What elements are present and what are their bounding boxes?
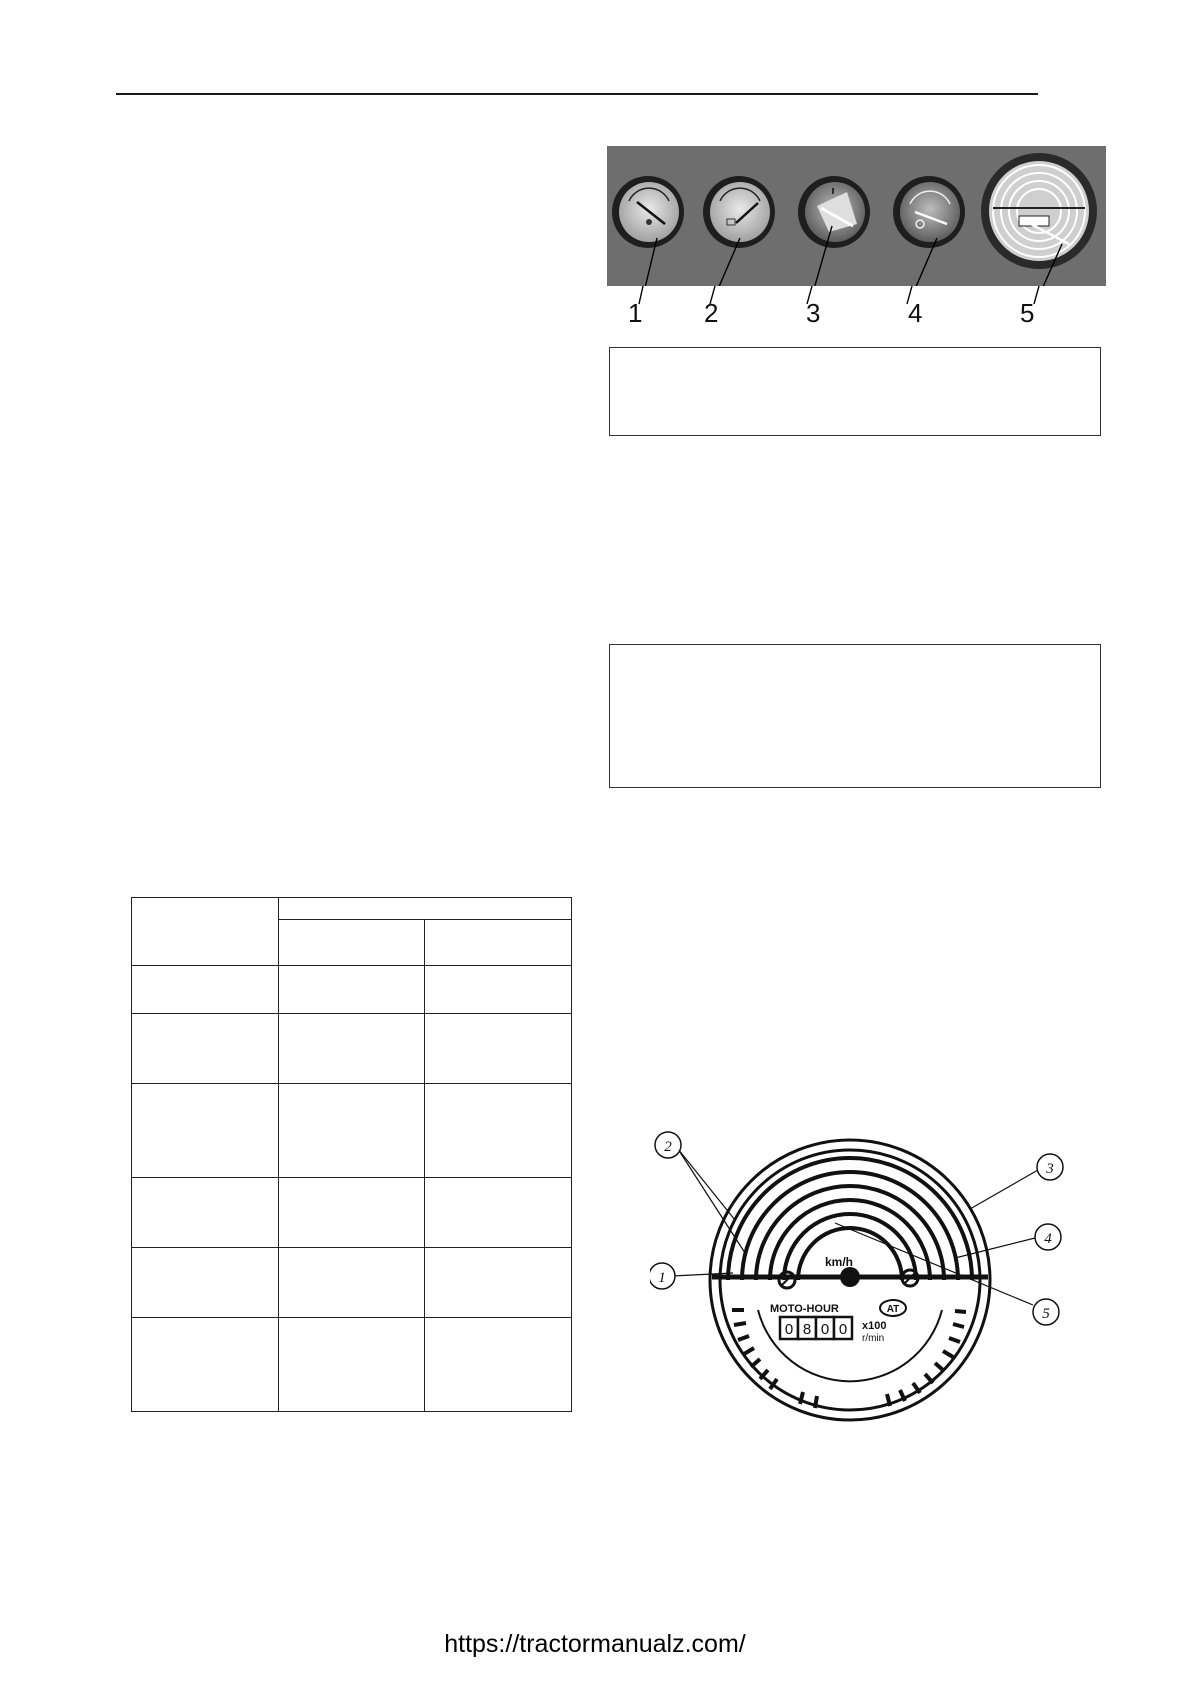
gauge-5-tachometer [981,153,1097,269]
table-header-cell [132,898,279,966]
rpm-multiplier: x100 [862,1320,887,1332]
table-cell [279,1013,425,1083]
hour-digit: 0 [838,1321,848,1338]
instrument-panel-photo [607,146,1106,286]
table-cell [132,1084,279,1178]
gauge-1 [612,176,684,248]
callout-2: 2 [704,298,719,328]
footer-url[interactable]: https://tractormanualz.com/ [444,1630,746,1658]
svg-text:2: 2 [664,1139,672,1155]
svg-text:4: 4 [1044,1231,1052,1247]
table-row [132,1013,572,1083]
hour-meter-counter [780,1317,852,1339]
hour-digit: 0 [820,1321,830,1338]
rpm-unit: r/min [862,1333,885,1344]
hour-meter-label: MOTO-HOUR [770,1303,839,1315]
table-cell [425,1013,572,1083]
table-cell [425,1084,572,1178]
table-header-cell [425,920,572,966]
at-badge: AT [886,1304,900,1315]
table-row [132,966,572,1013]
callout-4: 4 [908,298,923,328]
svg-text:3: 3 [1046,1161,1054,1177]
speed-unit-label: km/h [825,1255,854,1269]
gauge-4 [893,176,965,248]
tacho-callout-3 [1037,1154,1063,1180]
tacho-callout-4 [1035,1224,1061,1250]
gauge-2 [703,176,775,248]
header-rule [116,93,1038,95]
table-cell [279,1177,425,1247]
gauge-3 [798,176,870,248]
table-cell [132,1013,279,1083]
table-cell [132,1248,279,1318]
specification-table [131,897,572,1412]
table-cell [279,1248,425,1318]
table-header-cell [279,920,425,966]
tachometer-diagram [650,1125,1080,1445]
table-cell [279,966,425,1013]
table-row [132,1318,572,1412]
table-cell [425,1248,572,1318]
tacho-callout-2 [655,1132,681,1158]
table-cell [425,1177,572,1247]
table-row [132,1177,572,1247]
table-cell [279,1084,425,1178]
svg-text:5: 5 [1042,1306,1050,1322]
table-cell [425,1318,572,1412]
hour-digit: 8 [802,1321,812,1338]
tacho-callout-5 [1033,1299,1059,1325]
table-cell [132,1318,279,1412]
table-row [132,1248,572,1318]
table-cell [425,966,572,1013]
table-cell [132,1177,279,1247]
callout-3: 3 [806,298,821,328]
callout-1: 1 [628,298,643,328]
table-cell [279,1318,425,1412]
caption-box-2 [609,644,1101,788]
table-row [132,1084,572,1178]
hour-digit: 0 [784,1321,794,1338]
table-header-cell [279,898,572,920]
tacho-callout-1 [650,1263,675,1289]
caption-box-1 [609,347,1101,436]
table-cell [132,966,279,1013]
svg-text:1: 1 [658,1270,666,1286]
callout-5: 5 [1020,298,1035,328]
instrument-panel-gauges [607,146,1106,286]
